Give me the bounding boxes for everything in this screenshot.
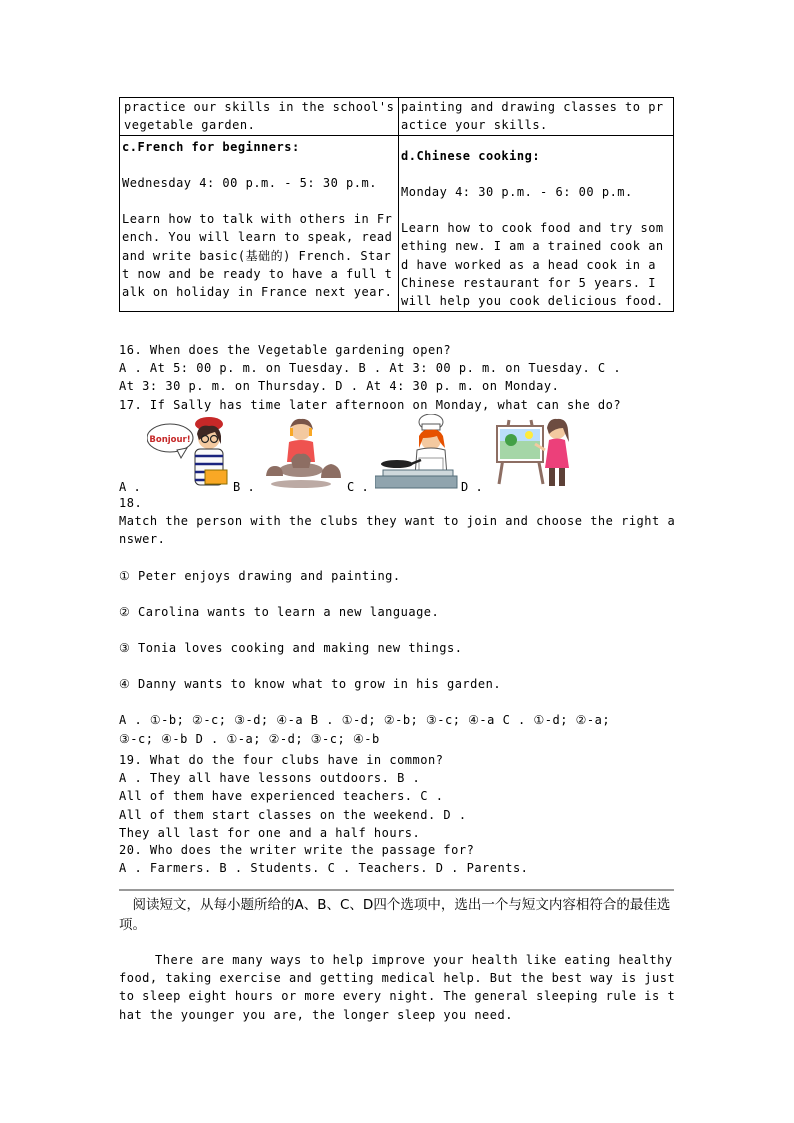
- question-20: [119, 841, 679, 877]
- option-c-label: C .: [347, 480, 369, 494]
- option-b-label: B .: [233, 480, 255, 494]
- question-16-options-line-2: At 3: 30 p. m. on Thursday. D . At 4: 30 p. m. on Monday.: [119, 379, 560, 394]
- club-b-continuation-text: practice our skills in the school's vegetable garden.: [124, 100, 395, 133]
- club-d-time: Monday 4: 30 p.m. - 6: 00 p.m.: [401, 184, 633, 199]
- question-19-option-b: All of them have experienced teachers. C .: [119, 789, 444, 804]
- club-c-title: c.French for beginners:: [122, 139, 300, 154]
- question-18-item-2: ② Carolina wants to learn a new language.: [119, 604, 440, 619]
- reading-instruction-text: 阅读短文，从每小题所给的A、B、C、D四个选项中，选出一个与短文内容相符合的最佳选项。: [119, 897, 671, 933]
- club-b-continuation: [120, 98, 399, 136]
- question-18-item-1: ① Peter enjoys drawing and painting.: [119, 568, 401, 583]
- question-18-stem: Match the person with the clubs they want to join and choose the right answer.: [119, 514, 676, 547]
- question-19-option-a: A . They all have lessons outdoors. B .: [119, 771, 421, 786]
- option-a-label: A .: [119, 480, 141, 494]
- question-19-option-d: They all last for one and a half hours.: [119, 825, 421, 840]
- reading-instruction: [119, 895, 679, 935]
- question-18-options-line-2: ③-c; ④-b D . ①-a; ②-d; ③-c; ④-b: [119, 731, 380, 746]
- club-c-cell: [120, 135, 399, 311]
- clubs-table: [119, 97, 674, 312]
- reading-passage: [119, 951, 679, 1024]
- option-d-label: D .: [461, 480, 483, 494]
- question-19: [119, 751, 679, 842]
- club-d-description: Learn how to cook food and try something new. I am a trained cook and have worked as a head cook in a Chinese restaurant for 5 years. I will help you cook delicious food.: [401, 221, 664, 309]
- question-18: [119, 494, 679, 748]
- question-16: [119, 341, 679, 396]
- question-17-pictures: [119, 414, 679, 494]
- club-d-cell: [399, 135, 674, 311]
- club-a-continuation-text: painting and drawing classes to practice your skills.: [401, 100, 664, 133]
- question-20-options: A . Farmers. B . Students. C . Teachers. D . Parents.: [119, 861, 529, 876]
- question-18-item-4: ④ Danny wants to know what to grow in his garden.: [119, 677, 502, 692]
- section-divider: [119, 889, 674, 891]
- club-a-continuation: [399, 98, 674, 136]
- club-d-title: d.Chinese cooking:: [401, 148, 541, 163]
- question-17-stem: 17. If Sally has time later afternoon on Monday, what can she do?: [119, 398, 622, 412]
- club-c-time: Wednesday 4: 00 p.m. - 5: 30 p.m.: [122, 175, 377, 190]
- cooking-picture: [375, 414, 465, 490]
- bonjour-bubble-text: Bonjour!: [149, 435, 191, 445]
- question-19-stem: 19. What do the four clubs have in common?: [119, 753, 444, 767]
- question-18-item-3: ③ Tonia loves cooking and making new things.: [119, 641, 463, 656]
- question-18-options-line-1: A . ①-b; ②-c; ③-d; ④-a B . ①-d; ②-b; ③-c; ④-a C . ①-d; ②-a;: [119, 713, 611, 728]
- painting-picture: [491, 416, 577, 490]
- question-16-stem: 16. When does the Vegetable gardening open?: [119, 343, 452, 357]
- pottery-picture: [261, 416, 349, 490]
- french-speaker-picture: [147, 414, 237, 490]
- question-16-options-line-1: A . At 5: 00 p. m. on Tuesday. B . At 3: 00 p. m. on Tuesday. C .: [119, 361, 622, 376]
- club-c-description: Learn how to talk with others in French. You will learn to speak, read and write basic(基础的) French. Start now and be ready to have a full talk on holiday in France next year.: [122, 212, 393, 300]
- reading-passage-text: There are many ways to help improve your health like eating healthy food, taking exercise and getting medical help. But the best way is just to sleep eight hours or more every night. The general sleeping rule is that the younger you are, the longer sleep you need.: [119, 953, 676, 1022]
- question-18-number: 18.: [119, 496, 143, 510]
- question-19-option-c: All of them start classes on the weekend. D .: [119, 807, 467, 822]
- question-20-stem: 20. Who does the writer write the passage for?: [119, 843, 475, 857]
